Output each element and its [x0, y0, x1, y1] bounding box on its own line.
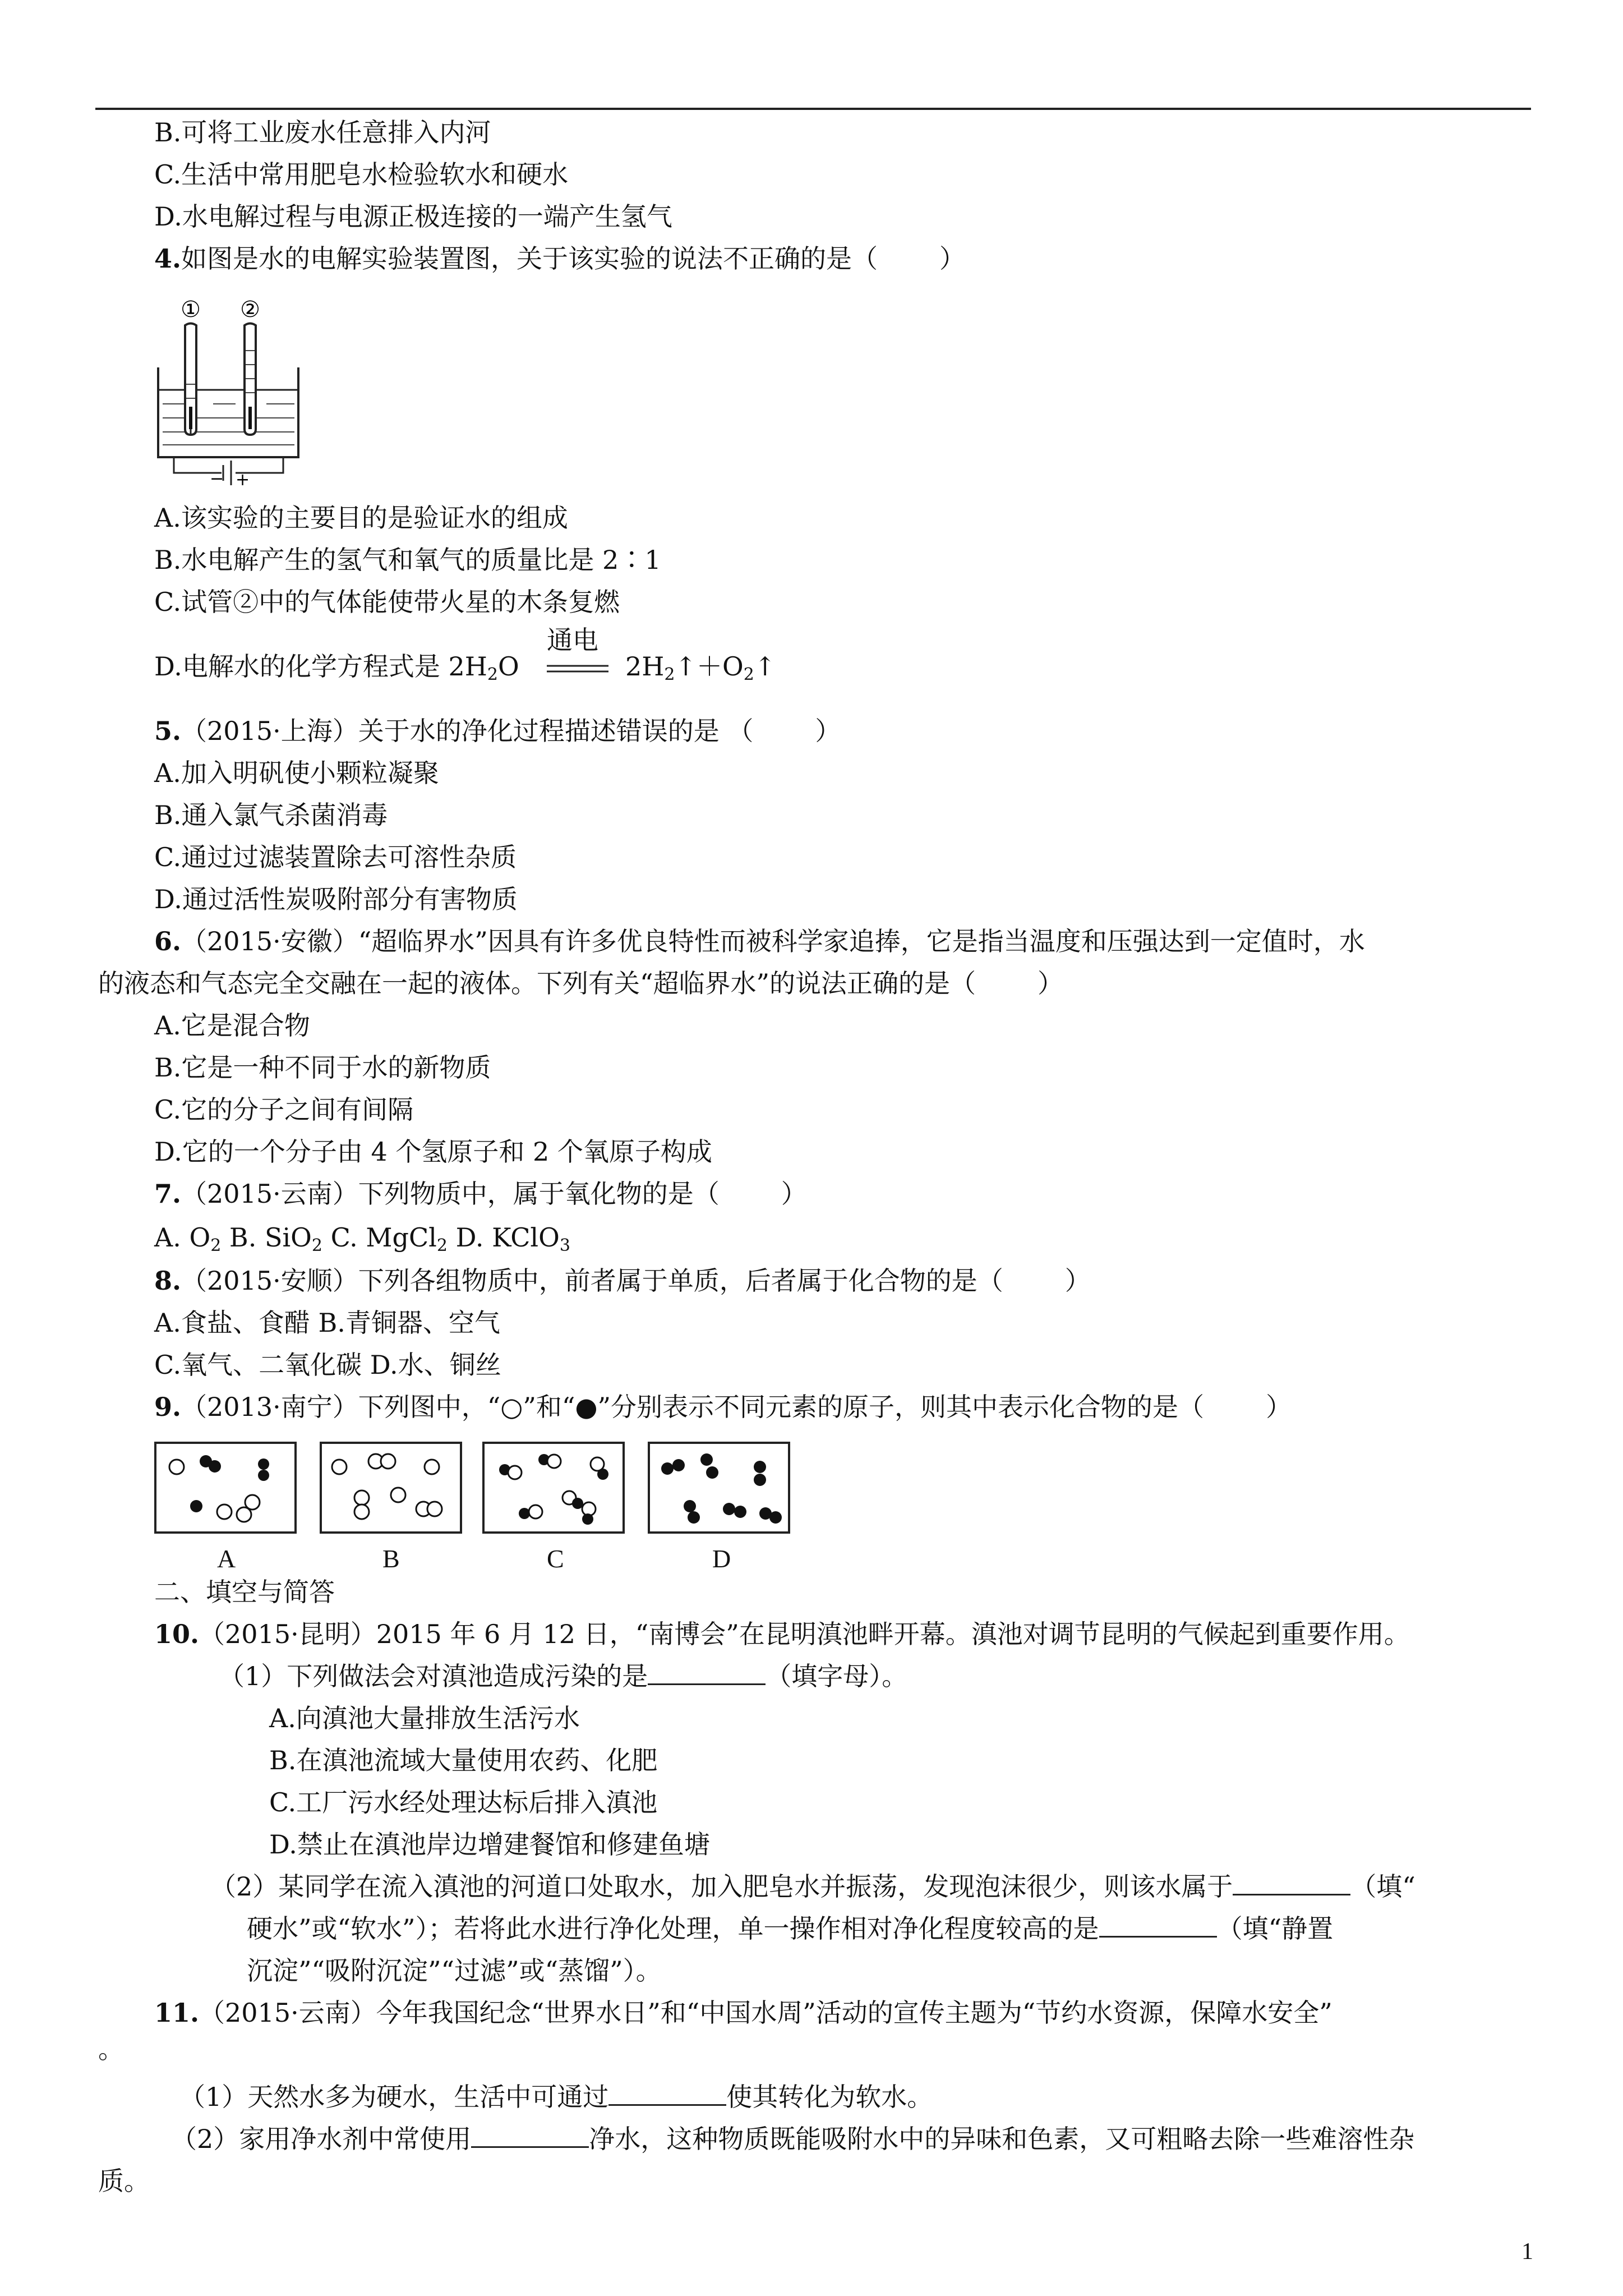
q10-part2-line2 [247, 1913, 1333, 1944]
q10-part1-text: （1）下列做法会对滇池造成污染的是 [219, 1661, 648, 1691]
q7-number: 7. [154, 1179, 182, 1209]
q10-part2-line1 [210, 1871, 1415, 1902]
product-o2: ↑＋O [675, 651, 744, 682]
q3-option-d: D.水电解过程与电源正极连接的一端产生氢气 [154, 201, 672, 232]
q5-option-d: D.通过活性炭吸附部分有害物质 [154, 884, 518, 914]
q11-part2-blank[interactable] [471, 2124, 589, 2148]
equation-products: $2H_2↑+O_2↑$ [625, 651, 776, 684]
q9-box-a [155, 1443, 296, 1533]
q7-text: （2015·云南）下列物质中，属于氧化物的是（ [181, 1179, 720, 1209]
q6-option-d: D.它的一个分子由 4 个氢原子和 2 个氧原子构成 [154, 1137, 712, 1167]
q10-part2-blank-1[interactable] [1233, 1871, 1350, 1895]
page-number: 1 [1521, 2239, 1533, 2265]
q9-caption-d: D [712, 1544, 731, 1573]
q10-option-b: B.在滇池流域大量使用农药、化肥 [269, 1745, 658, 1775]
q5-stem: 5.（2015·上海）关于水的净化过程描述错误的是 （ ） [154, 716, 841, 746]
q9-text: （2013·南宁）下列图中，“○”和“●”分别表示不同元素的原子，则其中表示化合物的是（ [181, 1392, 1205, 1422]
q6-stem-line1 [154, 926, 1365, 957]
header-rule [95, 108, 1531, 110]
q9-caption-b: B [382, 1544, 400, 1573]
q10-option-d: D.禁止在滇池岸边增建餐馆和修建鱼塘 [269, 1829, 710, 1860]
q11-number: 11. [154, 1998, 200, 2028]
q11-stem [154, 1997, 1332, 2028]
q11-part2 [171, 2123, 1414, 2155]
q10-part2-line3: 沉淀”“吸附沉淀”“过滤”或“蒸馏”）。 [247, 1955, 662, 1986]
q7-stem: 7.（2015·云南）下列物质中，属于氧化物的是（ ） [154, 1179, 807, 1209]
q3-option-c: C.生活中常用肥皂水检验软水和硬水 [154, 159, 569, 190]
q9-particle-diagrams [154, 1442, 794, 1543]
q4-stem: 4.如图是水的电解实验装置图，关于该实验的说法不正确的是（ ） [154, 243, 966, 274]
q4-option-a: A.该实验的主要目的是验证水的组成 [154, 503, 568, 533]
q4-option-c: C.试管②中的气体能使带火星的木条复燃 [154, 587, 620, 617]
q7-options: A. $O_2$ B. SiO$_2$ C. MgCl$_2$ D. KClO$_3$ [154, 1222, 570, 1255]
q11-part1 [179, 2081, 933, 2113]
q7-option-c: C. MgCl [322, 1222, 437, 1253]
q4d-oxygen: O [497, 651, 519, 682]
q5-option-a: A.加入明矾使小颗粒凝聚 [154, 758, 439, 788]
q11-part2-end: 质。 [98, 2166, 150, 2196]
q4d-text: D.电解水的化学方程式是 2H [154, 651, 487, 682]
q5-option-b: B.通入氯气杀菌消毒 [154, 800, 388, 830]
q7-option-b: B. SiO [221, 1222, 312, 1253]
q11-part1-blank[interactable] [608, 2082, 726, 2106]
q10-part1-tail: （填字母）。 [766, 1661, 908, 1691]
q11-part1-text: （1）天然水多为硬水，生活中可通过 [179, 2082, 609, 2112]
q5-option-c: C.通过过滤装置除去可溶性杂质 [154, 842, 517, 872]
section-2-heading: 二、填空与简答 [154, 1577, 335, 1607]
q10-part2-tail-2: （填“静置 [1216, 1913, 1334, 1944]
q10-part1 [219, 1660, 907, 1692]
q6-number: 6. [154, 926, 182, 956]
negative-terminal: − [210, 469, 224, 485]
q5-number: 5. [154, 716, 182, 746]
q11-part2-text: （2）家用净水剂中常使用 [171, 2124, 472, 2154]
q9-box-c [483, 1443, 624, 1533]
q10-part1-blank[interactable] [648, 1661, 766, 1685]
q8-text: （2015·安顺）下列各组物质中，前者属于单质，后者属于化合物的是（ [181, 1266, 1003, 1296]
q11-stem-dot: 。 [98, 2034, 124, 2064]
q7-option-a: A. O [154, 1222, 211, 1253]
electrolysis-apparatus-figure [151, 295, 314, 485]
q9-number: 9. [154, 1392, 182, 1422]
q6-option-b: B.它是一种不同于水的新物质 [154, 1052, 491, 1083]
q6-option-a: A.它是混合物 [154, 1010, 310, 1041]
q10-part2-text-1: （2）某同学在流入滇池的河道口处取水，加入肥皂水并振荡，发现泡沫很少，则该水属于 [210, 1871, 1233, 1902]
q10-part2-text-2: 硬水”或“软水”）；若将此水进行净化处理，单一操作相对净化程度较高的是 [247, 1913, 1099, 1944]
tube-2-label: ② [240, 297, 260, 323]
q8-number: 8. [154, 1266, 182, 1296]
q9-stem: 9.（2013·南宁）下列图中，“○”和“●”分别表示不同元素的原子，则其中表示化合物的是（ ） [154, 1392, 1292, 1422]
q10-stem [154, 1618, 1410, 1650]
q8-options-ab: A.食盐、食醋 B.青铜器、空气 [154, 1308, 500, 1338]
q6-stem-line2: 的液态和气态完全交融在一起的液体。下列有关“超临界水”的说法正确的是（ ） [98, 968, 1064, 999]
q11-part2-tail: 净水，这种物质既能吸附水中的异味和色素，又可粗略去除一些难溶性杂 [589, 2124, 1415, 2154]
q6-text-1: （2015·安徽）“超临界水”因具有许多优良特性而被科学家追捧，它是指当温度和压强达到一定值时，水 [181, 926, 1365, 956]
q10-text: （2015·昆明）2015 年 6 月 12 日，“南博会”在昆明滇池畔开幕。滇池对调节昆明的气候起到重要作用。 [199, 1619, 1410, 1649]
q10-option-a: A.向滇池大量排放生活污水 [269, 1703, 580, 1733]
equation-condition: 通电 [547, 625, 598, 655]
q9-caption-c: C [547, 1544, 564, 1573]
q3-option-b: B.可将工业废水任意排入内河 [154, 117, 491, 148]
q4-option-b: B.水电解产生的氢气和氧气的质量比是 2∶1 [154, 545, 661, 575]
q10-part2-blank-2[interactable] [1099, 1913, 1217, 1938]
tube-1-label: ① [181, 297, 201, 323]
q8-options-cd: C.氧气、二氧化碳 D.水、铜丝 [154, 1350, 501, 1380]
q9-caption-a: A [217, 1544, 236, 1573]
q6-text-2: 的液态和气态完全交融在一起的液体。下列有关“超临界水”的说法正确的是（ [98, 968, 976, 999]
positive-terminal: + [236, 470, 250, 485]
q9-box-b [321, 1443, 461, 1533]
q4-option-d: D.电解水的化学方程式是 $2H_2O$ [154, 651, 519, 684]
equation-equals-sign [547, 664, 608, 675]
q5-text: （2015·上海）关于水的净化过程描述错误的是 （ [181, 716, 754, 746]
q11-part1-tail: 使其转化为软水。 [726, 2082, 933, 2112]
q10-option-c: C.工厂污水经处理达标后排入滇池 [269, 1787, 658, 1818]
product-h2: 2H [625, 651, 665, 682]
product-arrow: ↑ [754, 651, 776, 682]
q10-part2-tail-1: （填“ [1350, 1871, 1415, 1902]
q9-box-d [649, 1443, 789, 1533]
q4-number: 4. [154, 243, 182, 274]
q6-option-c: C.它的分子之间有间隔 [154, 1094, 414, 1125]
q7-option-d: D. KClO [447, 1222, 560, 1253]
q10-number: 10. [154, 1619, 200, 1649]
q4-text: 如图是水的电解实验装置图，关于该实验的说法不正确的是（ [181, 243, 878, 274]
q8-stem: 8.（2015·安顺）下列各组物质中，前者属于单质，后者属于化合物的是（ ） [154, 1266, 1091, 1296]
q11-text: （2015·云南）今年我国纪念“世界水日”和“中国水周”活动的宣传主题为“节约水资源，保障水安全” [199, 1998, 1332, 2028]
